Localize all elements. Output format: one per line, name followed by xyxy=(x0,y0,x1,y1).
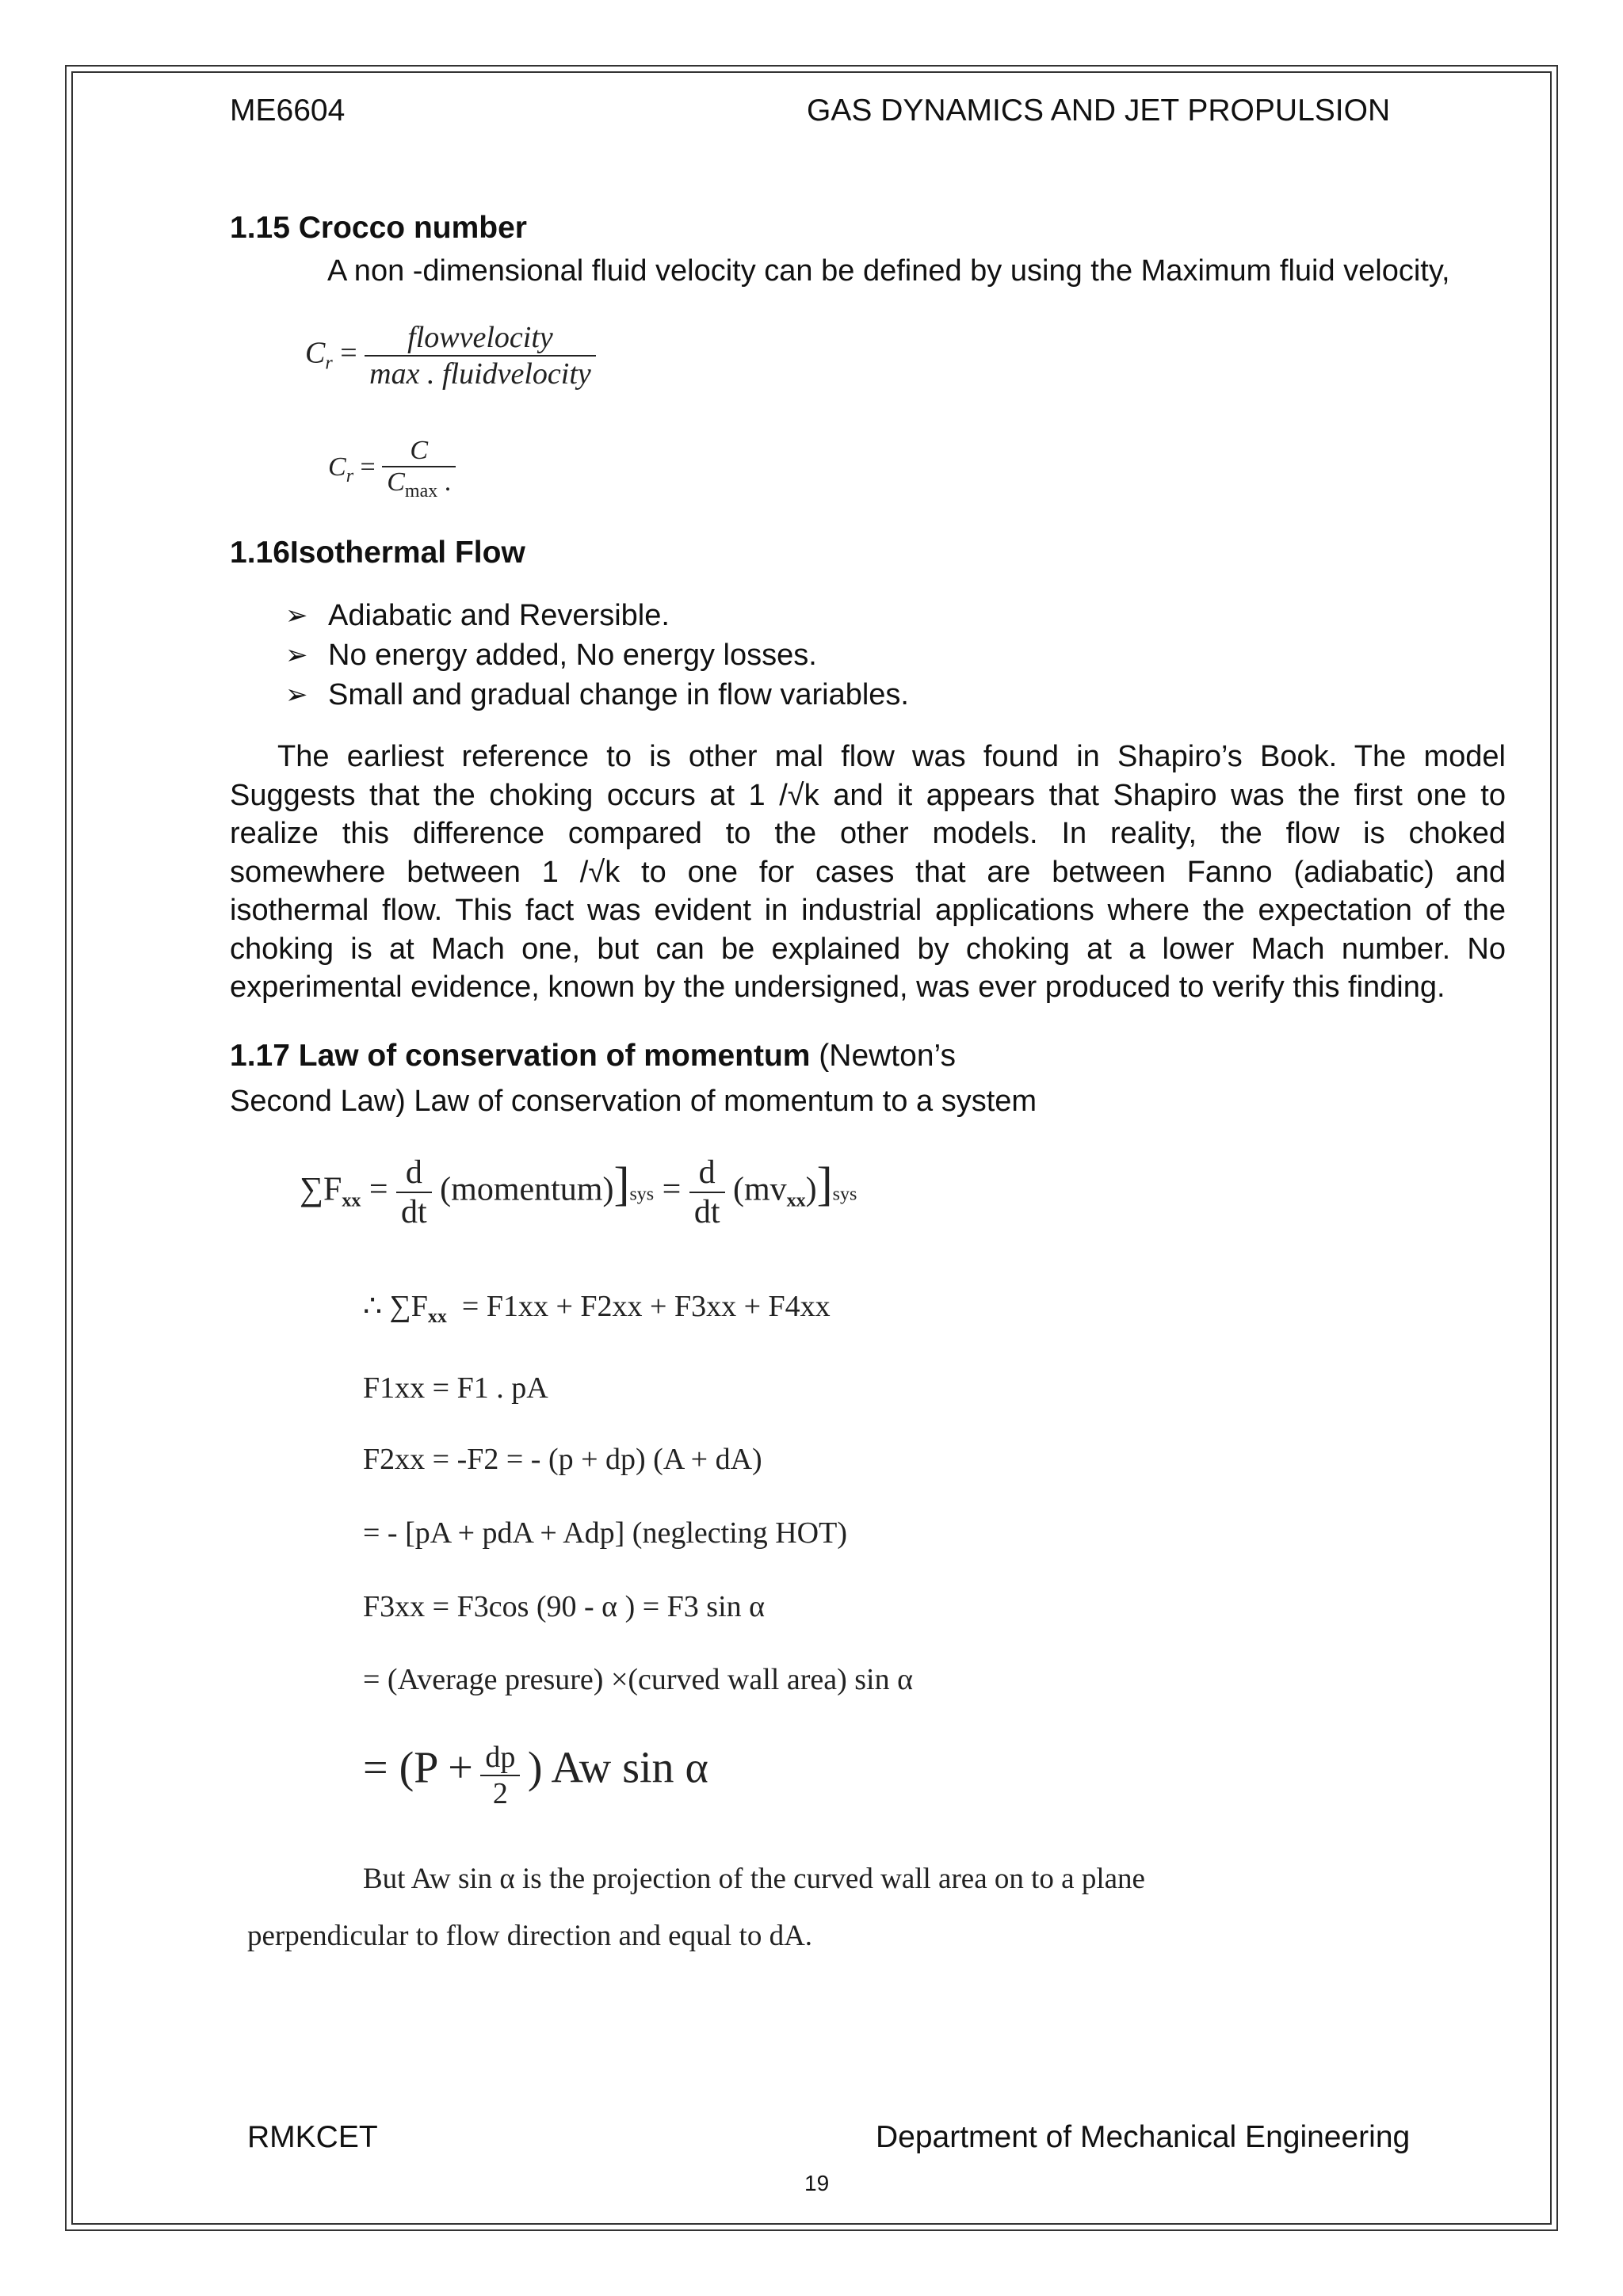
equation-momentum-sum: $\sum F_{xx}$ = $\frac{d}{dt}$ (momentum)]sys = $\frac{d}{dt}$ $(mv_{xx})]sys$ xyxy=(300,1154,857,1230)
eq2-fraction xyxy=(382,436,456,502)
equation-f3xx: F3xx = F3cos (90 - α ) = F3 sin α xyxy=(363,1590,766,1623)
list-item: ➢ No energy added, No energy losses. xyxy=(285,635,909,675)
eq2-lhs-sub: r xyxy=(346,465,354,486)
eq1-lhs-sub: r xyxy=(325,353,333,374)
heading-crocco-number: 1.15 Crocco number xyxy=(230,211,527,245)
equation-f2xx-expanded: = - [pA + pdA + Adp] (neglecting HOT) xyxy=(363,1516,847,1550)
eq1-lhs: C xyxy=(305,336,326,370)
equation-f3xx-pressure: = (Average presure) ×(curved wall area) sin α xyxy=(363,1663,914,1696)
equation-sum-forces: ∴ $\sum F_{xx} = F1xx + F2xx + F3xx + F4xx$ xyxy=(363,1290,831,1327)
header-course-code: ME6604 xyxy=(230,93,346,128)
closing-text-line2: perpendicular to flow direction and equal to dA. xyxy=(247,1920,813,1952)
eq2-numerator: C xyxy=(410,436,429,465)
page-number: 19 xyxy=(804,2171,830,2195)
eq2-denominator: $C_{max}$ . xyxy=(382,466,456,502)
isothermal-bullet-list xyxy=(285,596,909,715)
equation-f2xx: F2xx = -F2 = - (p + dp) (A + dA) xyxy=(363,1443,762,1476)
list-item: ➢ Adiabatic and Reversible. xyxy=(285,596,909,635)
heading-momentum: 1.17 Law of conservation of momentum (Newton’s xyxy=(230,1039,956,1073)
isothermal-paragraph: The earliest reference to is other mal flow was found in Shapiro’s Book. The model Suggests that the choking occurs at 1 /√k and it appears that Shapiro was the first one to realize this difference compared to the other models. In reality, the flow is choked somewhere between 1 /√k to one for cases that are between Fanno (adiabatic) and isothermal flow. This fact was evident in industrial applications where the expectation of the choking is at Mach one, but can be explained by choking at a lower Mach number. No experimental evidence, known by the undersigned, was ever produced to verify this finding. xyxy=(230,740,1506,1004)
arrowhead-bullet-icon: ➢ xyxy=(285,601,308,631)
footer-institution: RMKCET xyxy=(247,2120,378,2154)
equation-crocco-2: $C_r$ = $\frac{C}{C_{max} .}$ xyxy=(328,436,456,502)
equation-f1xx: F1xx = F1 . pA xyxy=(363,1371,548,1405)
crocco-intro: A non -dimensional fluid velocity can be defined by using the Maximum fluid velocity, xyxy=(327,254,1450,288)
equation-f3xx-aw: = (P + $\frac{dp}{2}$ ) Aw sin α xyxy=(363,1741,708,1810)
page-border-inner xyxy=(71,71,1552,2225)
heading-isothermal-flow: 1.16Isothermal Flow xyxy=(230,536,525,570)
equation-crocco-1: $C_r$ = $\frac{\text{flowvelocity}}{\text{max . fluidvelocity}}$ xyxy=(305,320,596,391)
eq1-numerator: flowvelocity xyxy=(407,321,553,354)
eq2-lhs: C xyxy=(328,452,346,482)
eq1-denominator: max . fluidvelocity xyxy=(365,355,596,391)
closing-text-line1: But Aw sin α is the projection of the curved wall area on to a plane xyxy=(363,1863,1145,1895)
momentum-intro: Second Law) Law of conservation of momentum to a system xyxy=(230,1085,1037,1118)
list-item: ➢ Small and gradual change in flow variables. xyxy=(285,675,909,715)
arrowhead-bullet-icon: ➢ xyxy=(285,680,308,710)
arrowhead-bullet-icon: ➢ xyxy=(285,640,308,670)
footer-department: Department of Mechanical Engineering xyxy=(876,2120,1411,2154)
header-course-title: GAS DYNAMICS AND JET PROPULSION xyxy=(807,93,1391,128)
eq2-denominator-sub: max xyxy=(404,481,438,502)
eq1-fraction xyxy=(365,320,596,391)
